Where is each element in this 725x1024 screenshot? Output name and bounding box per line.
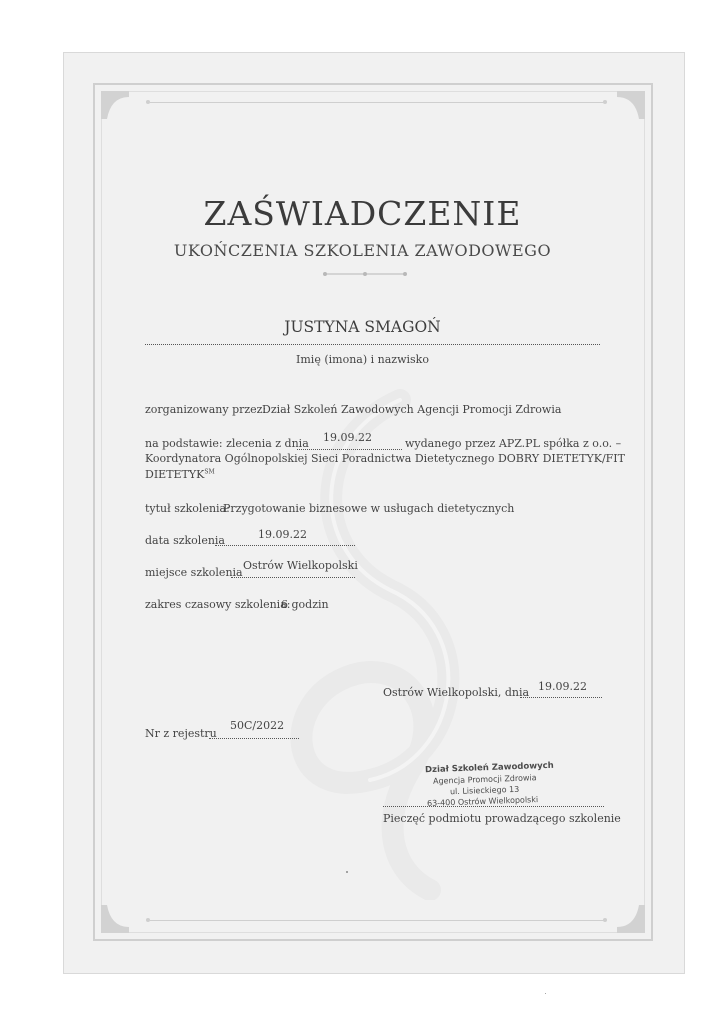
bottom-rule bbox=[150, 920, 605, 921]
top-rule-dot bbox=[146, 100, 150, 104]
basis-issuer-prefix: wydanego przez APZ.PL spółka z o.o. – bbox=[405, 437, 622, 450]
trademark-mark: SM bbox=[204, 468, 215, 476]
scan-speck bbox=[346, 871, 348, 873]
registry-dots bbox=[209, 738, 299, 739]
basis-issuer-line2: Koordynatora Ogólnopolskiej Sieci Poradnictwa Dietetycznego DOBRY DIETETYK/FIT bbox=[145, 452, 625, 465]
seal-caption: Pieczęć podmiotu prowadzącego szkolenie bbox=[383, 812, 621, 825]
name-caption: Imię (imona) i nazwisko bbox=[296, 353, 429, 366]
organizer-value: Dział Szkoleń Zawodowych Agencji Promocji Zdrowia bbox=[262, 403, 562, 416]
registry-label: Nr z rejestru bbox=[145, 727, 217, 740]
duration-label: zakres czasowy szkolenia: bbox=[145, 598, 291, 611]
corner-ornament-icon bbox=[101, 91, 129, 119]
title-divider-icon bbox=[322, 271, 408, 277]
basis-label: na podstawie: zlecenia z dnia bbox=[145, 437, 309, 450]
training-date-value: 19.09.22 bbox=[258, 528, 307, 541]
corner-ornament-icon bbox=[617, 91, 645, 119]
participant-name: JUSTYNA SMAGOŃ bbox=[284, 318, 441, 336]
seal-dotted-line bbox=[383, 806, 604, 807]
corner-ornament-icon bbox=[617, 905, 645, 933]
training-place-value: Ostrów Wielkopolski bbox=[243, 559, 358, 572]
stamp-line-4: 63-400 Ostrów Wielkopolski bbox=[426, 795, 539, 808]
issue-date-dots bbox=[520, 697, 602, 698]
top-rule-dot bbox=[603, 100, 607, 104]
top-rule bbox=[150, 102, 605, 103]
training-title-label: tytuł szkolenia: bbox=[145, 502, 230, 515]
basis-date-dots bbox=[297, 449, 402, 450]
training-date-dots bbox=[215, 545, 355, 546]
training-place-dots bbox=[231, 577, 355, 578]
registry-value: 50C/2022 bbox=[230, 719, 285, 732]
scan-speck bbox=[545, 993, 546, 994]
stamp-line-1: Dział Szkoleń Zawodowych bbox=[424, 760, 554, 776]
certificate-subtitle: UKOŃCZENIA SZKOLENIA ZAWODOWEGO bbox=[173, 241, 552, 260]
basis-date: 19.09.22 bbox=[323, 431, 372, 444]
training-place-label: miejsce szkolenia bbox=[145, 566, 243, 579]
stamp-line-2: Agencja Promocji Zdrowia bbox=[432, 773, 537, 786]
corner-ornament-icon bbox=[101, 905, 129, 933]
issue-date-value: 19.09.22 bbox=[538, 680, 587, 693]
training-title-value: Przygotowanie biznesowe w usługach dietetycznych bbox=[223, 502, 515, 515]
bottom-rule-dot bbox=[603, 918, 607, 922]
organizer-label: zorganizowany przez: bbox=[145, 403, 267, 416]
stamp-line-3: ul. Lisieckiego 13 bbox=[449, 784, 520, 797]
name-dotted-line bbox=[145, 344, 600, 345]
bottom-rule-dot bbox=[146, 918, 150, 922]
training-date-label: data szkolenia bbox=[145, 534, 225, 547]
duration-value: 6 godzin bbox=[281, 598, 329, 611]
certificate-title: ZAŚWIADCZENIE bbox=[203, 194, 522, 233]
basis-issuer-line3: DIETETYK℠ bbox=[145, 468, 215, 481]
issue-place-label: Ostrów Wielkopolski, dnia bbox=[383, 686, 530, 699]
